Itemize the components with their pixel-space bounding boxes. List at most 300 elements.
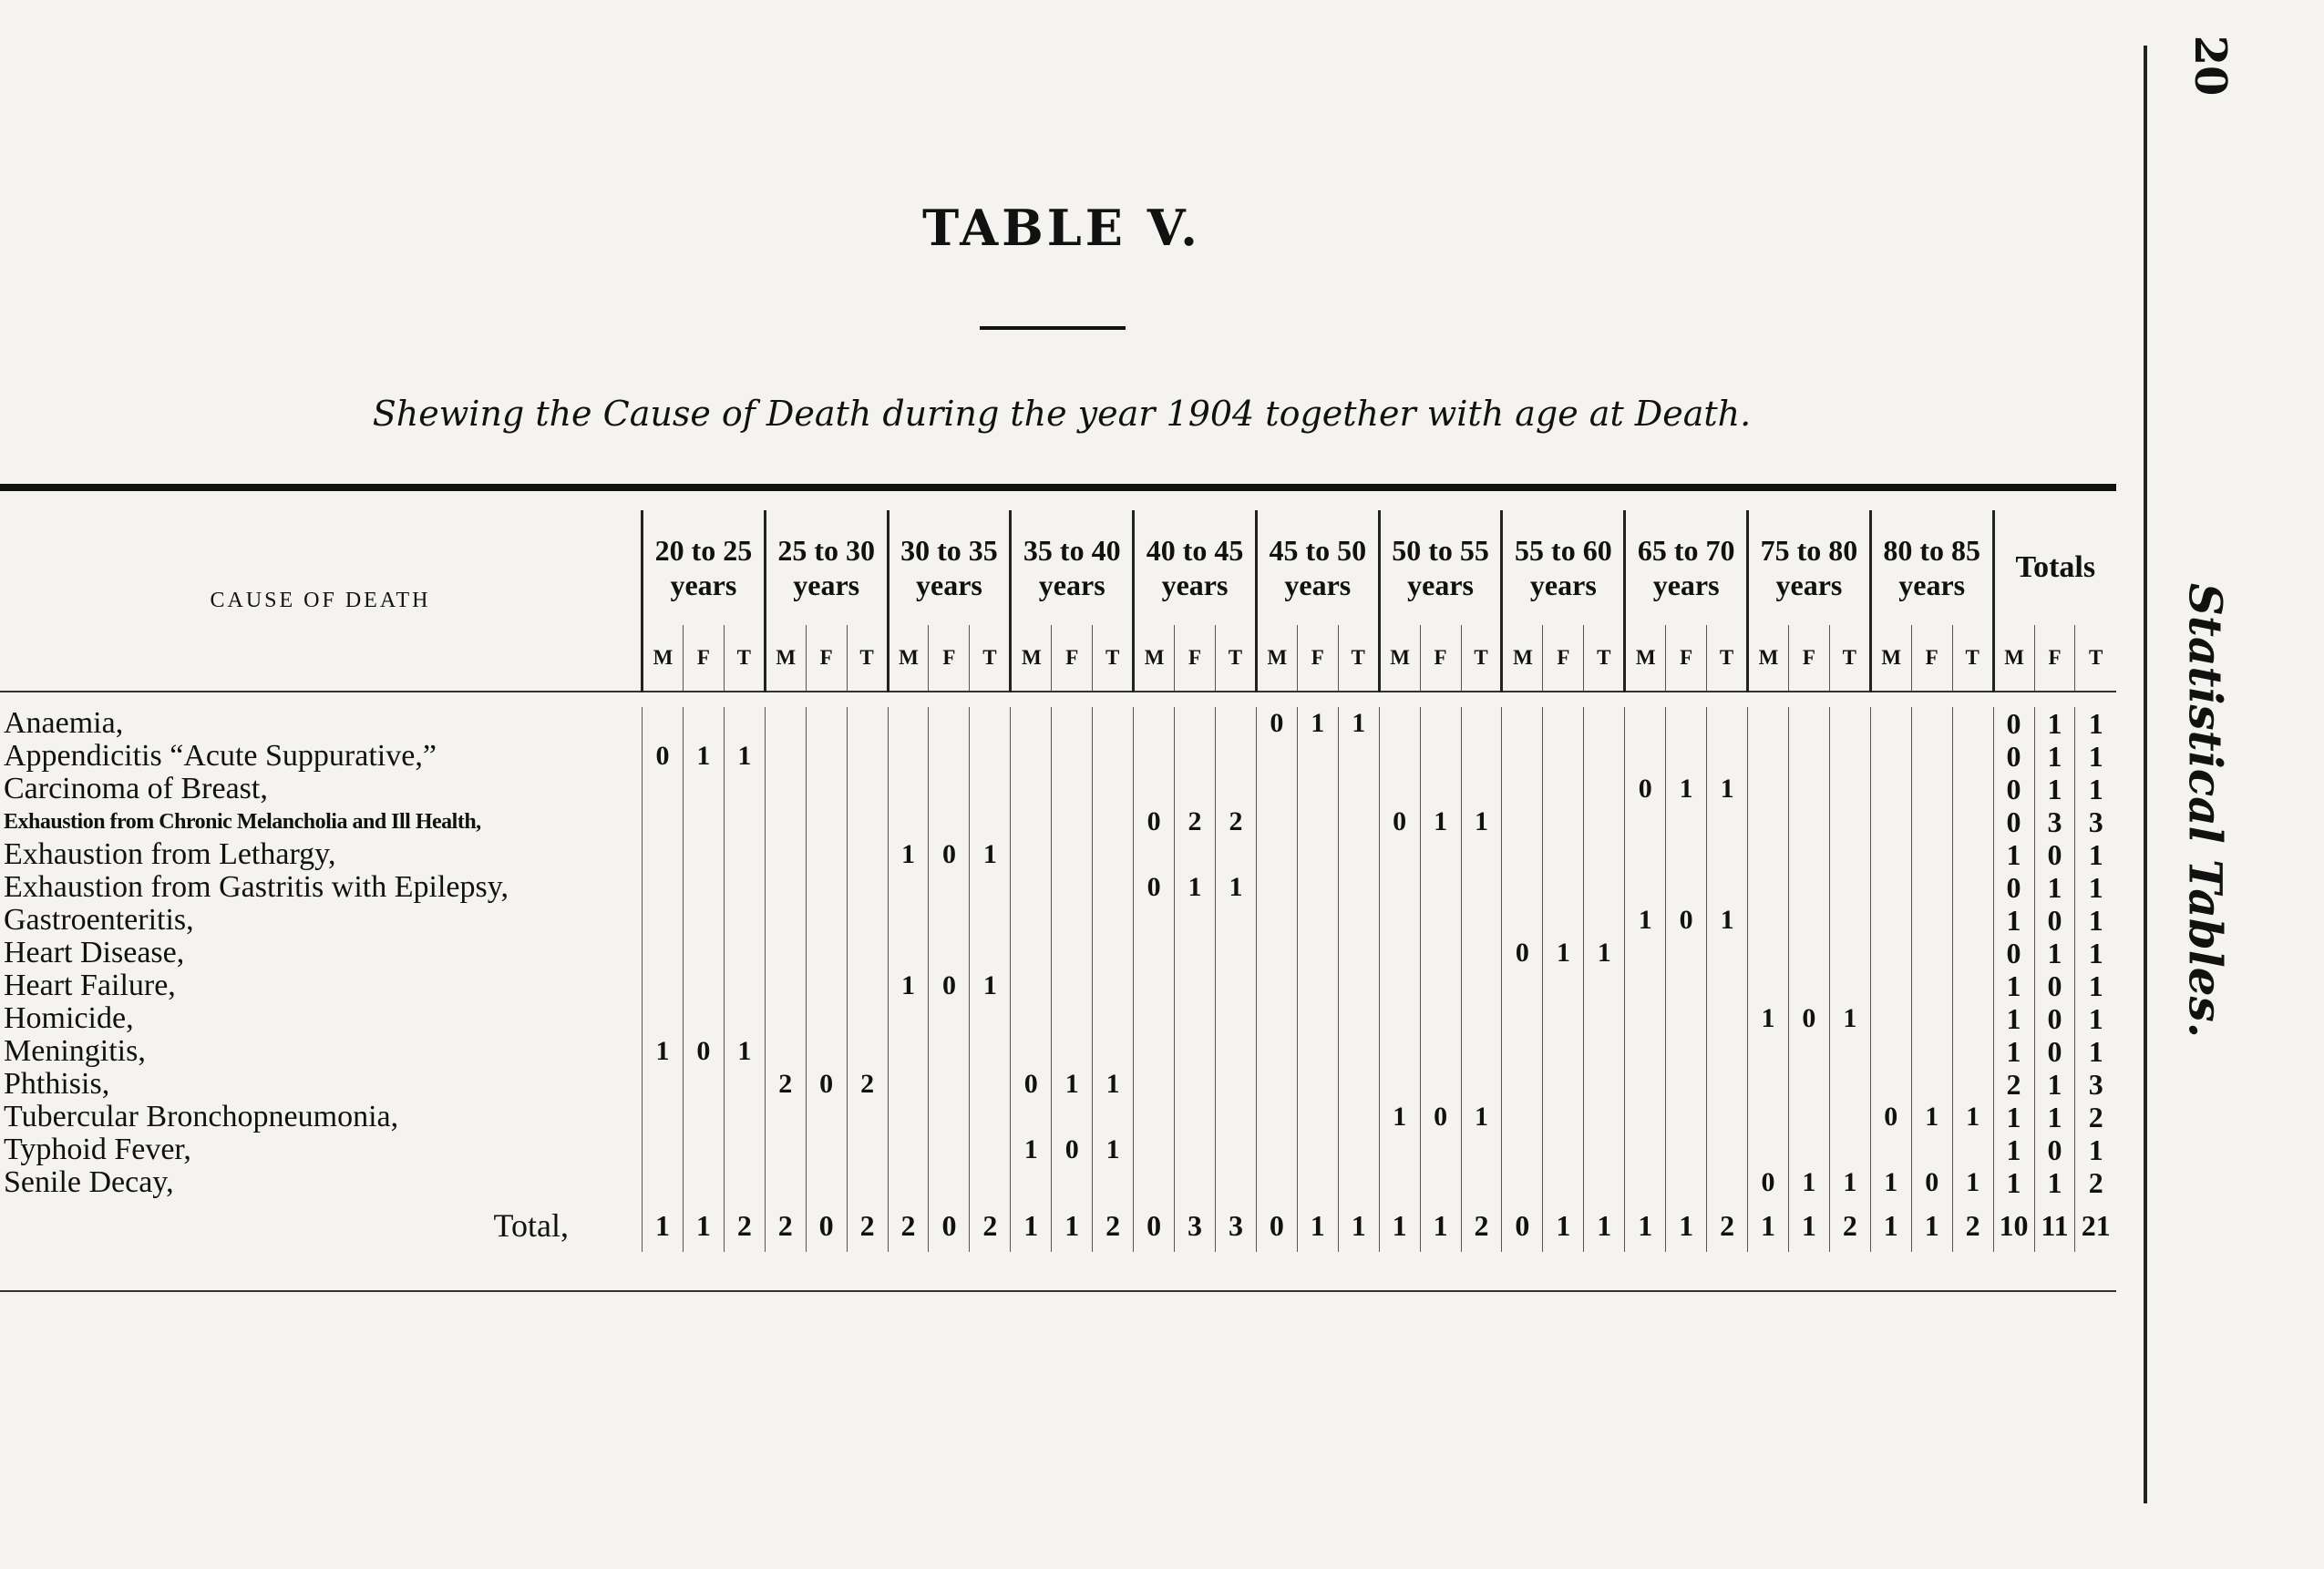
count-value <box>1707 871 1748 904</box>
count-value <box>1052 707 1093 740</box>
count-value <box>1666 871 1707 904</box>
count-value <box>1870 740 1911 773</box>
count-value <box>683 1002 724 1035</box>
count-value <box>1707 1166 1748 1199</box>
count-value: 0 <box>806 1199 847 1252</box>
total-value: 1 <box>2075 740 2116 773</box>
count-value <box>929 1133 970 1166</box>
count-value <box>1829 805 1870 838</box>
count-value <box>1543 1068 1584 1101</box>
count-value <box>1707 838 1748 871</box>
count-value: 1 <box>1829 1002 1870 1035</box>
count-value <box>1502 1002 1543 1035</box>
count-value <box>1502 1101 1543 1133</box>
count-value <box>1748 707 1789 740</box>
total-value: 1 <box>2075 1035 2116 1068</box>
sex-header: F <box>1297 625 1338 692</box>
count-value <box>683 707 724 740</box>
count-value <box>1338 773 1379 805</box>
count-value <box>929 1101 970 1133</box>
count-value: 0 <box>1625 773 1666 805</box>
count-value <box>888 1002 929 1035</box>
count-value <box>1420 1035 1461 1068</box>
count-value <box>1052 871 1093 904</box>
count-value <box>1134 740 1175 773</box>
count-value <box>1870 969 1911 1002</box>
count-value <box>1829 969 1870 1002</box>
count-value: 2 <box>724 1199 765 1252</box>
count-value <box>1829 937 1870 969</box>
count-value <box>1584 805 1625 838</box>
count-value <box>1134 969 1175 1002</box>
count-value <box>1175 1068 1216 1101</box>
count-value <box>1461 707 1502 740</box>
count-value <box>683 1133 724 1166</box>
count-value <box>1666 1068 1707 1101</box>
count-value <box>1256 773 1297 805</box>
sex-header: F <box>1788 625 1829 692</box>
count-value <box>1011 1002 1052 1035</box>
count-value <box>1911 838 1952 871</box>
count-value <box>1297 871 1338 904</box>
age-group-header: 35 to 40 years <box>1011 510 1134 625</box>
age-group-header: 65 to 70 years <box>1625 510 1748 625</box>
count-value <box>1093 805 1134 838</box>
count-value: 1 <box>1748 1002 1789 1035</box>
count-value <box>1256 1133 1297 1166</box>
count-value <box>1952 707 1993 740</box>
count-value <box>1052 904 1093 937</box>
count-value: 2 <box>765 1068 806 1101</box>
count-value: 1 <box>1379 1199 1420 1252</box>
sex-header: T <box>1338 625 1379 692</box>
count-value <box>888 1035 929 1068</box>
count-value: 0 <box>1502 1199 1543 1252</box>
count-value: 0 <box>1256 1199 1297 1252</box>
count-value <box>1543 1166 1584 1199</box>
total-value: 0 <box>1993 937 2034 969</box>
count-value <box>1788 773 1829 805</box>
count-value <box>1829 773 1870 805</box>
count-value: 0 <box>1134 805 1175 838</box>
count-value <box>1584 871 1625 904</box>
count-value <box>1338 1068 1379 1101</box>
sex-header: M <box>1625 625 1666 692</box>
count-value: 0 <box>1256 707 1297 740</box>
count-value <box>847 871 888 904</box>
count-value <box>1461 1133 1502 1166</box>
count-value: 1 <box>1338 1199 1379 1252</box>
sex-header: M <box>888 625 929 692</box>
sex-header: M <box>1748 625 1789 692</box>
count-value <box>1952 838 1993 871</box>
count-value <box>1215 904 1256 937</box>
count-value <box>1175 740 1216 773</box>
count-value: 1 <box>1297 707 1338 740</box>
count-value: 1 <box>1420 805 1461 838</box>
count-value <box>1707 1068 1748 1101</box>
count-value <box>1461 1068 1502 1101</box>
table-row <box>0 1133 2116 1166</box>
count-value <box>1338 838 1379 871</box>
cause-label: Homicide, <box>4 1002 134 1035</box>
count-value <box>806 773 847 805</box>
count-value <box>929 937 970 969</box>
count-value <box>1175 773 1216 805</box>
age-group-header: 25 to 30 years <box>765 510 888 625</box>
count-value <box>1584 1166 1625 1199</box>
count-value <box>1420 904 1461 937</box>
count-value <box>1911 1133 1952 1166</box>
count-value <box>1584 838 1625 871</box>
count-value <box>1502 773 1543 805</box>
sex-header: T <box>1829 625 1870 692</box>
table-row <box>0 1035 2116 1068</box>
count-value <box>765 871 806 904</box>
cause-label: Exhaustion from Chronic Melancholia and Ill Health, <box>4 810 481 834</box>
count-value: 1 <box>724 1035 765 1068</box>
count-value <box>806 838 847 871</box>
count-value <box>1379 773 1420 805</box>
age-group-header-row <box>0 510 2116 625</box>
sex-header: T <box>1952 625 1993 692</box>
count-value: 1 <box>1011 1133 1052 1166</box>
count-value <box>683 838 724 871</box>
cause-label: Meningitis, <box>4 1035 146 1068</box>
count-value <box>1829 871 1870 904</box>
count-value <box>1461 1035 1502 1068</box>
footer-rule <box>0 1290 2116 1292</box>
count-value <box>1707 740 1748 773</box>
count-value <box>1748 773 1789 805</box>
count-value <box>1788 871 1829 904</box>
count-value <box>888 904 929 937</box>
count-value <box>1584 1101 1625 1133</box>
count-value <box>1748 969 1789 1002</box>
page-title: TABLE V. <box>922 199 1201 257</box>
count-value <box>765 1035 806 1068</box>
count-value <box>1011 838 1052 871</box>
count-value <box>683 1068 724 1101</box>
count-value: 1 <box>1707 904 1748 937</box>
age-group-header: 80 to 85 years <box>1870 510 1993 625</box>
sex-header: T <box>1707 625 1748 692</box>
count-value <box>1256 1166 1297 1199</box>
count-value <box>1829 707 1870 740</box>
count-value <box>1297 1133 1338 1166</box>
table-row <box>0 1101 2116 1133</box>
total-value: 1 <box>1993 1002 2034 1035</box>
count-value <box>1134 707 1175 740</box>
count-value <box>765 740 806 773</box>
table-row <box>0 1166 2116 1199</box>
total-value: 0 <box>1993 805 2034 838</box>
sex-header: F <box>1911 625 1952 692</box>
count-value <box>847 838 888 871</box>
count-value <box>765 1101 806 1133</box>
count-value <box>1338 904 1379 937</box>
sex-header: M <box>1993 625 2034 692</box>
count-value <box>929 773 970 805</box>
count-value <box>1666 740 1707 773</box>
count-value <box>1052 1002 1093 1035</box>
count-value: 1 <box>1011 1199 1052 1252</box>
count-value <box>1870 1068 1911 1101</box>
count-value <box>643 871 684 904</box>
count-value <box>1175 969 1216 1002</box>
count-value <box>1420 871 1461 904</box>
total-value: 0 <box>1993 707 2034 740</box>
count-value <box>1666 1133 1707 1166</box>
count-value <box>806 1133 847 1166</box>
table-row <box>0 904 2116 937</box>
page-number: 20 <box>2185 35 2236 97</box>
table-row <box>0 805 2116 838</box>
table-row <box>0 740 2116 773</box>
count-value <box>1584 1133 1625 1166</box>
count-value <box>1379 740 1420 773</box>
total-value: 1 <box>1993 838 2034 871</box>
table-row <box>0 838 2116 871</box>
count-value <box>1788 805 1829 838</box>
total-value: 0 <box>1993 871 2034 904</box>
count-value <box>1461 969 1502 1002</box>
count-value <box>1952 1068 1993 1101</box>
count-value: 1 <box>888 838 929 871</box>
count-value <box>643 969 684 1002</box>
count-value <box>1666 1002 1707 1035</box>
count-value <box>1134 904 1175 937</box>
sex-header: F <box>1666 625 1707 692</box>
count-value <box>888 871 929 904</box>
count-value <box>970 1002 1011 1035</box>
count-value: 3 <box>1215 1199 1256 1252</box>
count-value <box>1093 937 1134 969</box>
count-value <box>847 773 888 805</box>
count-value <box>1870 707 1911 740</box>
count-value <box>1911 1035 1952 1068</box>
count-value <box>1134 838 1175 871</box>
count-value <box>1748 904 1789 937</box>
cause-of-death-table <box>0 510 2116 1252</box>
count-value <box>888 1101 929 1133</box>
count-value: 2 <box>847 1199 888 1252</box>
count-value: 1 <box>1052 1199 1093 1252</box>
sex-header: T <box>847 625 888 692</box>
count-value <box>1461 1166 1502 1199</box>
count-value <box>1338 1166 1379 1199</box>
count-value <box>1584 969 1625 1002</box>
count-value <box>1379 1133 1420 1166</box>
count-value <box>1543 969 1584 1002</box>
count-value <box>1011 1101 1052 1133</box>
count-value <box>1502 969 1543 1002</box>
count-value <box>1215 937 1256 969</box>
count-value <box>765 969 806 1002</box>
count-value <box>1052 969 1093 1002</box>
count-value: 0 <box>1870 1101 1911 1133</box>
count-value <box>1297 740 1338 773</box>
count-value <box>1052 740 1093 773</box>
sex-header: M <box>1502 625 1543 692</box>
count-value <box>1297 1002 1338 1035</box>
count-value: 1 <box>1338 707 1379 740</box>
count-value <box>765 904 806 937</box>
count-value <box>1625 838 1666 871</box>
age-group-header: 20 to 25 years <box>643 510 766 625</box>
sex-header: F <box>1052 625 1093 692</box>
count-value <box>847 969 888 1002</box>
side-label: Statistical Tables. <box>2178 582 2233 1039</box>
count-value <box>970 1133 1011 1166</box>
count-value <box>724 904 765 937</box>
count-value <box>765 937 806 969</box>
count-value <box>724 1166 765 1199</box>
count-value <box>1256 969 1297 1002</box>
count-value <box>1502 1166 1543 1199</box>
count-value <box>1502 1068 1543 1101</box>
count-value <box>1666 1166 1707 1199</box>
count-value <box>1502 740 1543 773</box>
count-value <box>765 773 806 805</box>
count-value <box>1134 1101 1175 1133</box>
count-value <box>1134 1166 1175 1199</box>
count-value: 0 <box>929 969 970 1002</box>
count-value: 2 <box>970 1199 1011 1252</box>
count-value <box>1543 838 1584 871</box>
count-value <box>1256 838 1297 871</box>
count-value <box>970 1068 1011 1101</box>
count-value: 1 <box>970 838 1011 871</box>
table-container <box>0 510 2116 1252</box>
count-value: 1 <box>1420 1199 1461 1252</box>
count-value <box>1584 1068 1625 1101</box>
count-value <box>1748 838 1789 871</box>
count-value <box>1829 1035 1870 1068</box>
count-value: 1 <box>1584 1199 1625 1252</box>
count-value <box>1420 740 1461 773</box>
count-value <box>1748 1035 1789 1068</box>
count-value <box>1788 1068 1829 1101</box>
count-value <box>847 1133 888 1166</box>
count-value <box>643 805 684 838</box>
count-value <box>1911 1068 1952 1101</box>
count-value <box>847 1166 888 1199</box>
count-value: 0 <box>1420 1101 1461 1133</box>
count-value: 1 <box>1379 1101 1420 1133</box>
count-value <box>1175 904 1216 937</box>
cause-label: Carcinoma of Breast, <box>4 773 268 805</box>
count-value: 2 <box>888 1199 929 1252</box>
count-value: 0 <box>1911 1166 1952 1199</box>
count-value <box>1707 1035 1748 1068</box>
count-value <box>1625 937 1666 969</box>
count-value <box>643 904 684 937</box>
totals-header: Totals <box>1993 510 2116 625</box>
age-group-header: 55 to 60 years <box>1502 510 1625 625</box>
total-value: 0 <box>1993 740 2034 773</box>
page-subtitle: Shewing the Cause of Death during the year 1904 together with age at Death. <box>372 394 1752 434</box>
count-value <box>1379 1035 1420 1068</box>
count-value <box>929 1166 970 1199</box>
sex-header: F <box>929 625 970 692</box>
count-value <box>888 805 929 838</box>
count-value <box>1707 1133 1748 1166</box>
count-value <box>970 904 1011 937</box>
count-value <box>1829 1133 1870 1166</box>
count-value <box>1379 838 1420 871</box>
count-value <box>1052 805 1093 838</box>
total-row <box>0 1199 2116 1252</box>
count-value <box>888 707 929 740</box>
age-group-header: 45 to 50 years <box>1256 510 1379 625</box>
count-value: 1 <box>1093 1133 1134 1166</box>
count-value <box>1584 740 1625 773</box>
count-value: 0 <box>1052 1133 1093 1166</box>
count-value <box>1829 1101 1870 1133</box>
count-value <box>1134 1068 1175 1101</box>
count-value: 1 <box>724 740 765 773</box>
count-value <box>970 1035 1011 1068</box>
total-value: 1 <box>1993 1035 2034 1068</box>
count-value <box>1461 1002 1502 1035</box>
count-value <box>1297 773 1338 805</box>
count-value <box>806 969 847 1002</box>
count-value <box>1625 871 1666 904</box>
count-value <box>643 1002 684 1035</box>
sex-header: F <box>1420 625 1461 692</box>
sex-header: M <box>1256 625 1297 692</box>
total-value: 1 <box>1993 1166 2034 1199</box>
cause-label: Heart Failure, <box>4 969 176 1002</box>
count-value <box>1952 937 1993 969</box>
count-value <box>765 1166 806 1199</box>
count-value <box>1952 773 1993 805</box>
count-value <box>1338 1101 1379 1133</box>
total-value: 3 <box>2075 805 2116 838</box>
total-value: 1 <box>1993 1133 2034 1166</box>
count-value <box>1134 1133 1175 1166</box>
count-value: 1 <box>683 740 724 773</box>
count-value <box>970 707 1011 740</box>
count-value <box>1461 773 1502 805</box>
count-value: 1 <box>1911 1199 1952 1252</box>
count-value <box>1297 904 1338 937</box>
total-value: 1 <box>2075 1133 2116 1166</box>
count-value <box>1584 1002 1625 1035</box>
count-value: 0 <box>1379 805 1420 838</box>
count-value <box>1175 1035 1216 1068</box>
total-value: 0 <box>2034 838 2075 871</box>
count-value <box>1625 1166 1666 1199</box>
count-value <box>724 937 765 969</box>
total-value: 3 <box>2075 1068 2116 1101</box>
count-value <box>1134 937 1175 969</box>
total-value: 1 <box>1993 969 2034 1002</box>
count-value <box>1911 805 1952 838</box>
count-value <box>1502 871 1543 904</box>
count-value <box>1297 1101 1338 1133</box>
sex-header: M <box>1134 625 1175 692</box>
count-value <box>1093 1002 1134 1035</box>
count-value <box>1093 871 1134 904</box>
count-value <box>1748 1101 1789 1133</box>
count-value <box>1584 707 1625 740</box>
total-value: 1 <box>2075 937 2116 969</box>
count-value: 0 <box>1011 1068 1052 1101</box>
count-value <box>1175 1101 1216 1133</box>
count-value <box>1829 838 1870 871</box>
